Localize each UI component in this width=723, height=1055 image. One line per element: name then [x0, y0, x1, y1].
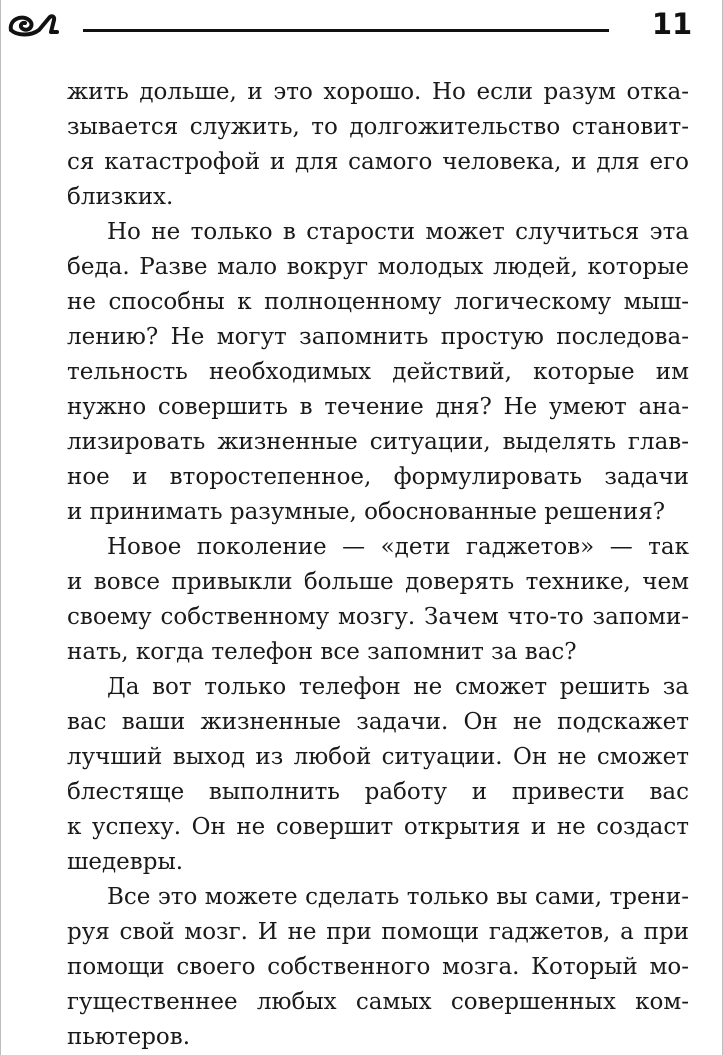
header-rule — [83, 29, 609, 32]
text-line: блестяще выполнить работу и привести вас — [67, 779, 689, 805]
text-line: гущественнее любых самых совершенных ком- — [67, 989, 689, 1015]
text-line: нать, когда телефон все запомнит за вас? — [67, 639, 577, 665]
body-text — [67, 75, 689, 1055]
text-line: зывается служить, то долгожительство становит- — [67, 114, 689, 140]
text-line: своему собственному мозгу. Зачем что-то запоми- — [67, 604, 689, 630]
text-line: руя свой мозг. И не при помощи гаджетов, а при — [67, 919, 689, 945]
page-header — [1, 0, 723, 60]
text-line: вас ваши жизненные задачи. Он не подскажет — [67, 709, 689, 735]
text-line: Все это можете сделать только вы сами, трени- — [107, 884, 689, 910]
text-line: и вовсе привыкли больше доверять технике, чем — [67, 569, 689, 595]
text-line: шедевры. — [67, 849, 184, 875]
text-line: беда. Разве мало вокруг молодых людей, которые — [67, 254, 689, 280]
text-line: лению? Не могут запомнить простую последова- — [67, 324, 689, 350]
text-line: не способны к полноценному логическому мыш- — [67, 289, 689, 315]
text-line: ное и второстепенное, формулировать задачи — [67, 464, 689, 490]
text-line: лизировать жизненные ситуации, выделять глав- — [67, 429, 689, 455]
text-line: лучший выход из любой ситуации. Он не сможет — [67, 744, 689, 770]
text-line: помощи своего собственного мозга. Который мо- — [67, 954, 689, 980]
text-line: нужно совершить в течение дня? Не умеют ана- — [67, 394, 689, 420]
text-line: близких. — [67, 184, 174, 210]
spiral-snail-logo-icon — [7, 12, 59, 38]
text-line: Да вот только телефон не сможет решить за — [107, 674, 689, 700]
text-line: к успеху. Он не совершит открытия и не создаст — [67, 814, 689, 840]
page-number: 11 — [651, 7, 693, 41]
text-line: Но не только в старости может случиться эта — [107, 219, 689, 245]
text-line: тельность необходимых действий, которые им — [67, 359, 689, 385]
text-line: и принимать разумные, обоснованные решения? — [67, 499, 666, 525]
text-line: пьютеров. — [67, 1024, 191, 1050]
text-line: Новое поколение — «дети гаджетов» — так — [107, 534, 689, 560]
text-line: ся катастрофой и для самого человека, и для его — [67, 149, 689, 175]
text-line: жить дольше, и это хорошо. Но если разум отка- — [67, 79, 689, 105]
